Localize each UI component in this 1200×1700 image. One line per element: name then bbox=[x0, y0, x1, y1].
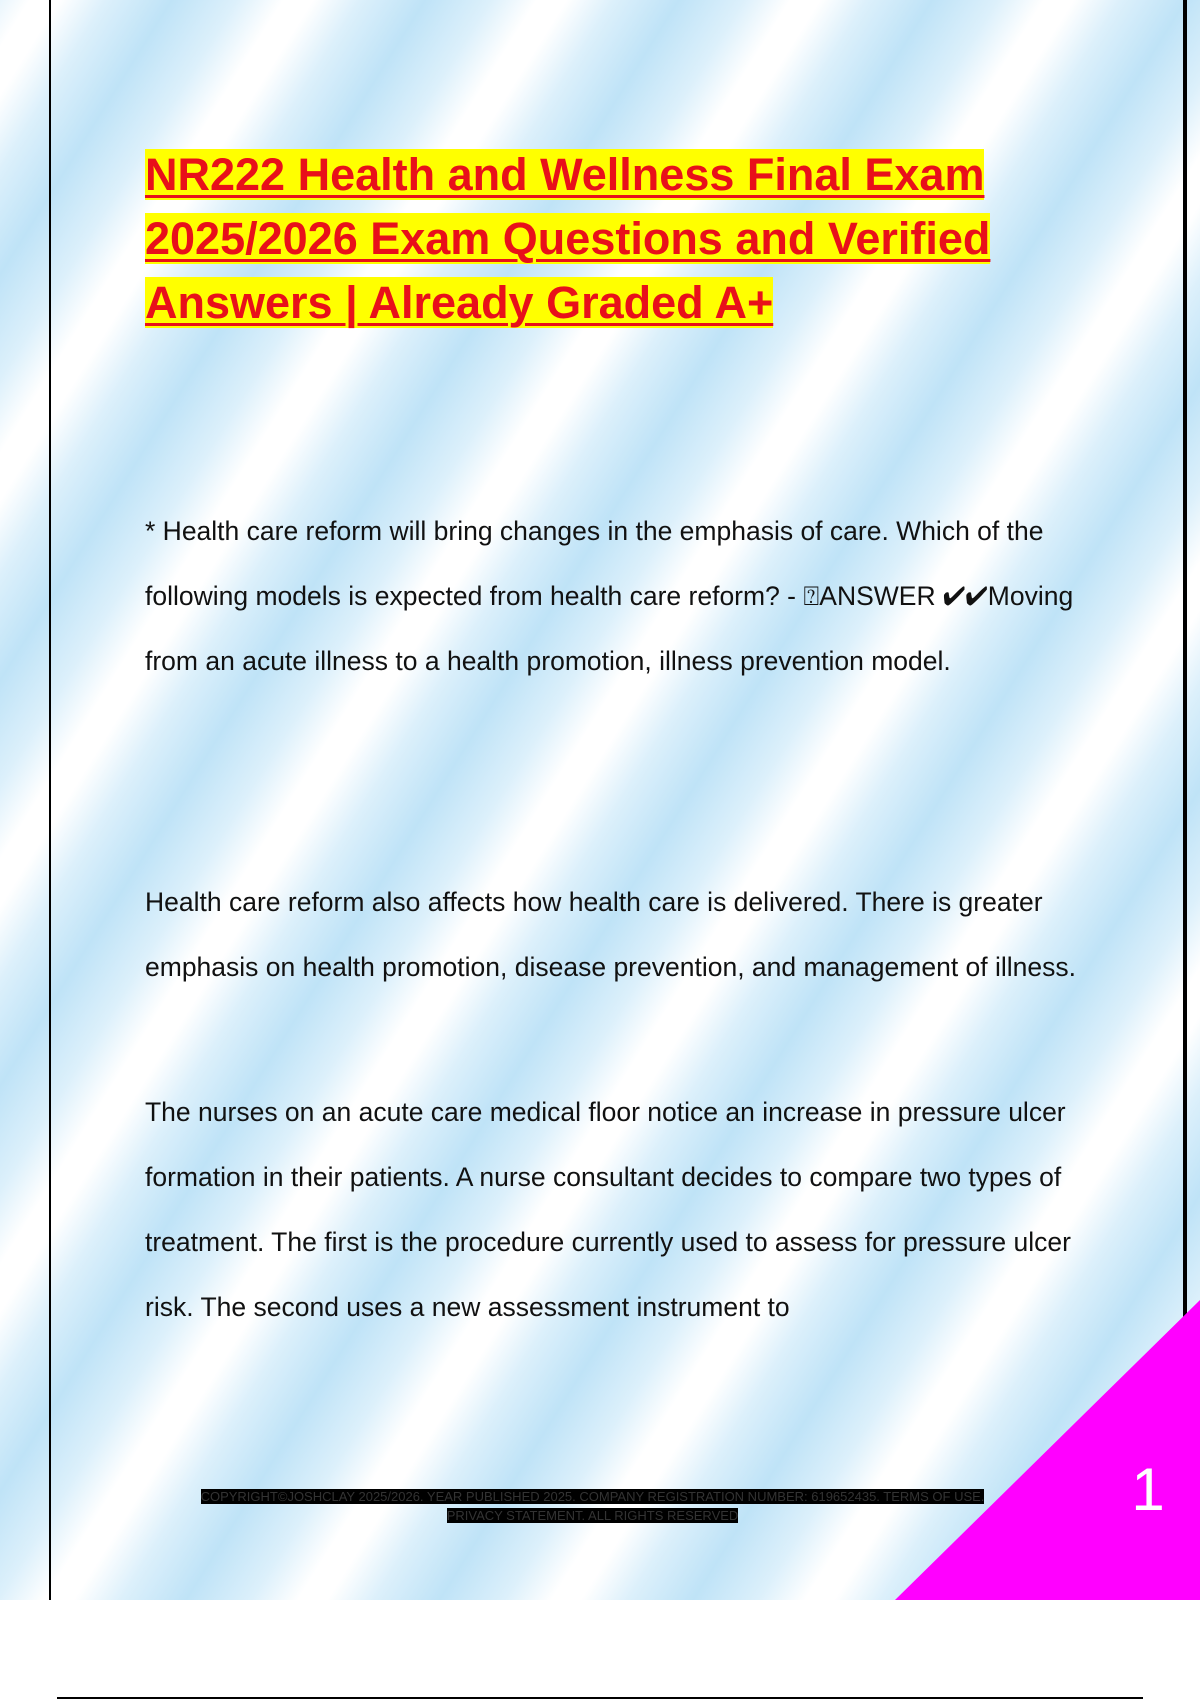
document-title-text: NR222 Health and Wellness Final Exam 2025/2026 Exam Questions and Verified Answers | Already Graded A+ bbox=[145, 149, 991, 328]
bottom-rule bbox=[57, 1697, 1143, 1699]
page-number: 1 bbox=[1131, 1456, 1165, 1523]
page-border-left bbox=[49, 0, 51, 1600]
copyright-footer bbox=[175, 1487, 1010, 1525]
question-1: * Health care reform will bring changes in the emphasis of care. Which of the following models is expected from health care reform? - ⍰ANSWER ✔✔Moving from an acute illness to a health promotion, illness prevention model. bbox=[145, 516, 1074, 676]
question-2: The nurses on an acute care medical floor notice an increase in pressure ulcer formation in their patients. A nurse consultant decides to compare two types of treatment. The first is the procedure currently used to assess for pressure ulcer risk. The second uses a new assessment instrument to bbox=[145, 1097, 1071, 1322]
answer-rationale-paragraph: Health care reform also affects how health care is delivered. There is greater emphasis on health promotion, disease prevention, and management of illness. bbox=[145, 887, 1077, 982]
copyright-text: COPYRIGHT©JOSHCLAY 2025/2026. YEAR PUBLISHED 2025. COMPANY REGISTRATION NUMBER: 619652435. TERMS OF USE. PRIVACY STATEMENT. ALL RIGHTS RESERVED bbox=[200, 1489, 985, 1523]
document-title bbox=[145, 143, 1105, 335]
